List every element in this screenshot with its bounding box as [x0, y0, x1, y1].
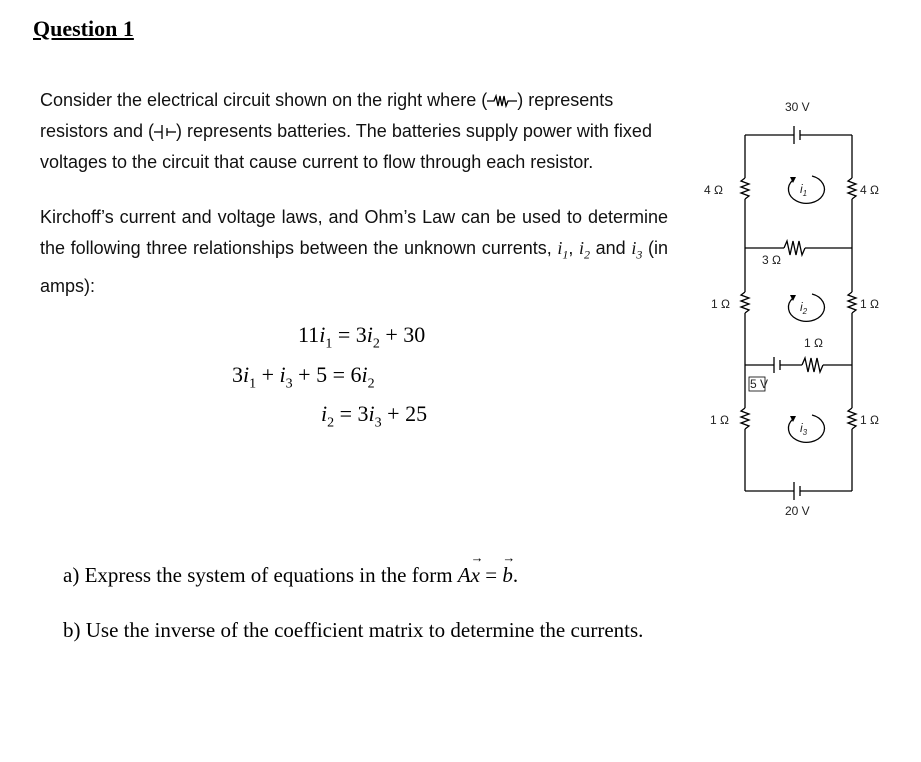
laws-units: (in amps): [40, 238, 668, 296]
equation-3: $i_2 = 3i_3 + 25$ [321, 401, 428, 431]
task-a: a) Express the system of equations in the form A→ x = → b. [63, 563, 518, 588]
equation-2: $3i_1 + i_3 + 5 = 6i_2$ [232, 362, 375, 392]
var-i1: $i_1$ [557, 238, 569, 262]
equation-1: $11i_1 = 3i_2 + 30$ [298, 322, 426, 352]
label-1ohm-inner: 1 Ω [804, 336, 823, 350]
label-1ohm-right-bot: 1 Ω [860, 413, 879, 427]
var-i3: $i_3$ [631, 238, 643, 262]
resistor-symbol-icon [487, 94, 517, 108]
label-4ohm-right: 4 Ω [860, 183, 879, 197]
intro-text-2: ) represents resistors and ( [40, 90, 614, 141]
label-5v: 5 V [750, 377, 769, 391]
circuit-diagram [700, 80, 910, 520]
label-20v: 20 V [785, 504, 810, 518]
question-title: Question 1 [33, 16, 134, 41]
battery-symbol-icon [154, 124, 176, 140]
label-1ohm-left-bot: 1 Ω [710, 413, 729, 427]
laws-and: and [590, 238, 632, 258]
intro-paragraph [40, 85, 668, 178]
label-1ohm-right-mid: 1 Ω [860, 297, 879, 311]
loop-label-i2: $i_2$ [800, 300, 808, 316]
label-3ohm: 3 Ω [762, 253, 781, 267]
var-i2: $i_2$ [579, 238, 591, 262]
intro-text-1: Consider the electrical circuit shown on the right where ( [40, 90, 488, 110]
laws-text: Kirchoff’s current and voltage laws, and Ohm’s Law can be used to determine the following three relationships between the unknown currents, [40, 207, 668, 258]
task-b: b) Use the inverse of the coefficient matrix to determine the currents. [63, 618, 644, 642]
laws-paragraph [40, 202, 668, 302]
label-4ohm-left: 4 Ω [704, 183, 723, 197]
laws-comma: , [568, 238, 580, 258]
label-30v: 30 V [785, 100, 810, 114]
label-1ohm-left-mid: 1 Ω [711, 297, 730, 311]
loop-label-i3: $i_3$ [800, 421, 808, 437]
intro-text-3: ) represents batteries. The batteries supply power with fixed voltages to the circuit that cause current to flow through each resistor. [40, 121, 652, 172]
loop-label-i1: $i_1$ [800, 182, 808, 198]
